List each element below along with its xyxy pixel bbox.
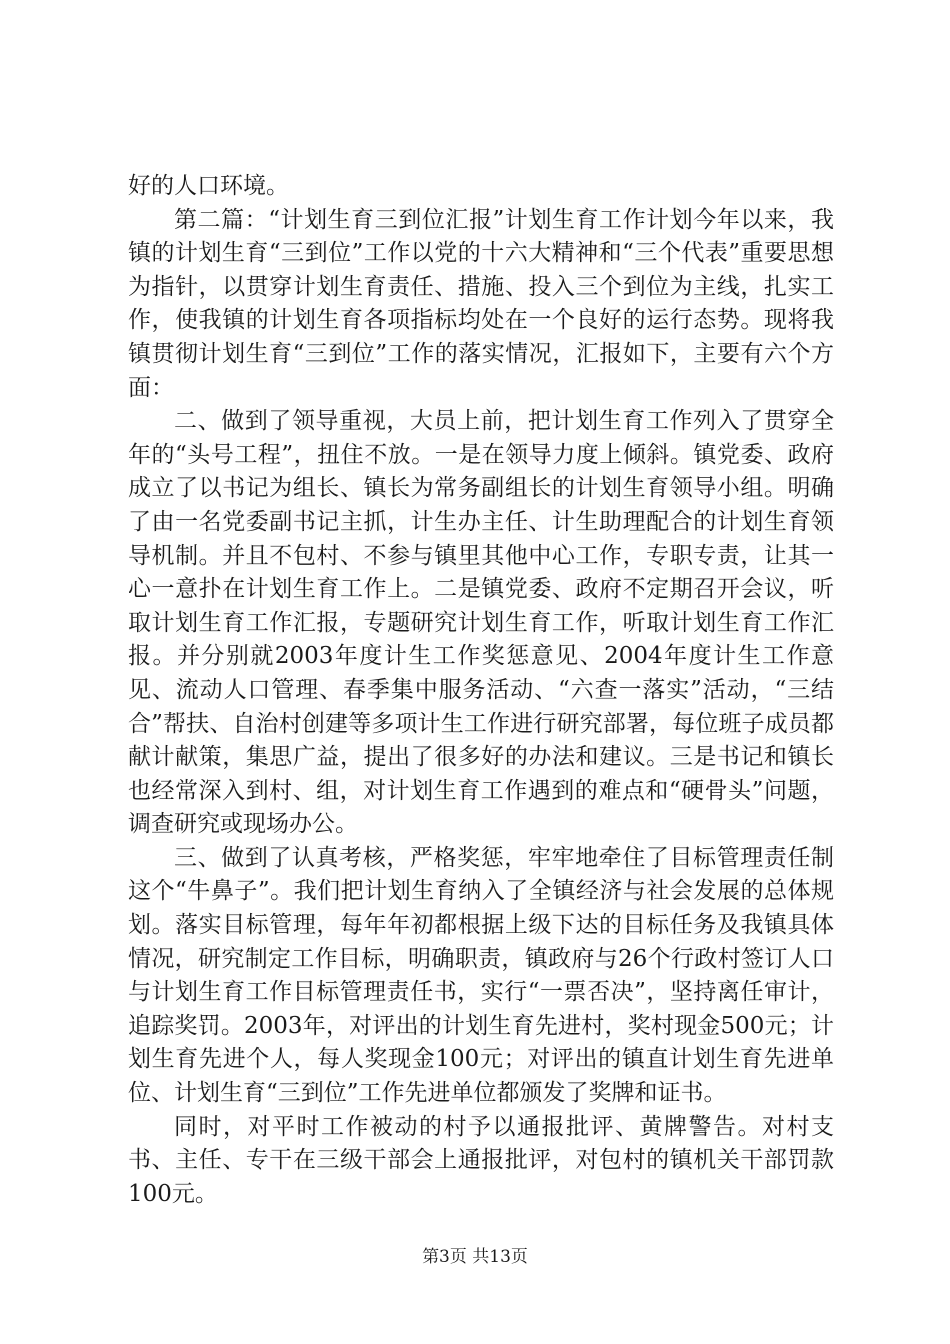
- paragraph-section-three: 三、做到了认真考核，严格奖惩，牢牢地牵住了目标管理责任制这个“牛鼻子”。我们把计划生育纳入了全镇经济与社会发展的总体规划。落实目标管理，每年年初都根据上级下达的目标任务及我镇具体情况，研究制定工作目标，明确职责，镇政府与26个行政村签订人口与计划生育工作目标管理责任书，实行“一票否决”，坚持离任审计，追踪奖罚。2003年，对评出的计划生育先进村，奖村现金500元；计划生育先进个人，每人奖现金100元；对评出的镇直计划生育先进单位、计划生育“三到位”工作先进单位都颁发了奖牌和证书。: [128, 844, 834, 1107]
- paragraph-penalties: 同时，对平时工作被动的村予以通报批评、黄牌警告。对村支书、主任、专干在三级干部会上通报批评，对包村的镇机关干部罚款100元。: [128, 1113, 834, 1207]
- body-text: [128, 170, 834, 1211]
- paragraph-section-two: 二、做到了领导重视，大员上前，把计划生育工作列入了贯穿全年的“头号工程”，扭住不放。一是在领导力度上倾斜。镇党委、政府成立了以书记为组长、镇长为常务副组长的计划生育领导小组。明确了由一名党委副书记主抓，计生办主任、计生助理配合的计划生育领导机制。并且不包村、不参与镇里其他中心工作，专职专责，让其一心一意扑在计划生育工作上。二是镇党委、政府不定期召开会议，听取计划生育工作汇报，专题研究计划生育工作，听取计划生育工作汇报。并分别就2003年度计生工作奖惩意见、2004年度计生工作意见、流动人口管理、春季集中服务活动、“六查一落实”活动，“三结合”帮扶、自治村创建等多项计生工作进行研究部署，每位班子成员都献计献策，集思广益，提出了很多好的办法和建议。三是书记和镇长也经常深入到村、组，对计划生育工作遇到的难点和“硬骨头”问题，调查研究或现场办公。: [128, 408, 834, 838]
- page-footer: 第3页 共13页: [422, 1247, 528, 1267]
- paragraph-second-article: 第二篇：“计划生育三到位汇报”计划生育工作计划今年以来，我镇的计划生育“三到位”工作以党的十六大精神和“三个代表”重要思想为指针，以贯穿计划生育责任、措施、投入三个到位为主线，扎实工作，使我镇的计划生育各项指标均处在一个良好的运行态势。现将我镇贯彻计划生育“三到位”工作的落实情况，汇报如下，主要有六个方面：: [128, 206, 834, 401]
- paragraph-continuation: 好的人口环境。: [128, 173, 289, 199]
